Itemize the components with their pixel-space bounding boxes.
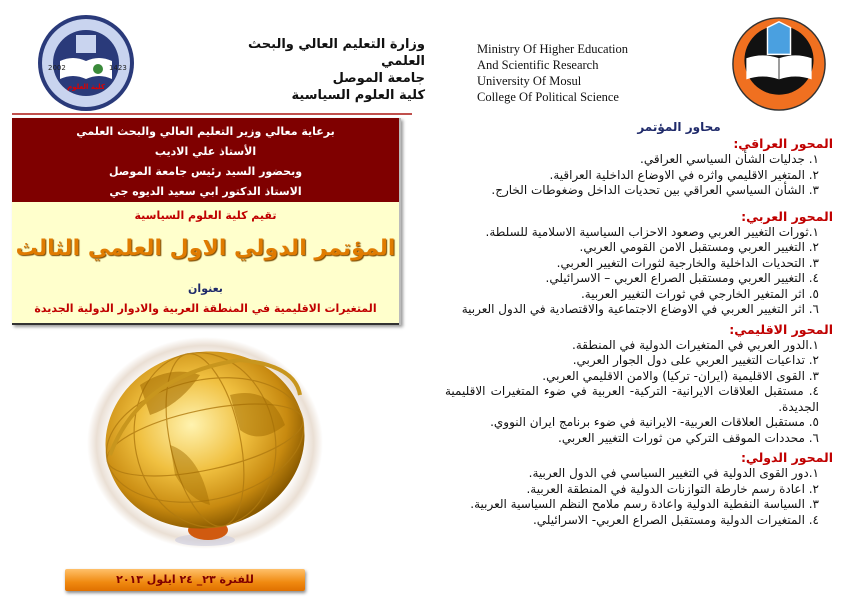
ministry-english-2: And Scientific Research (477, 58, 599, 72)
university-arabic: جامعة الموصل (332, 71, 425, 86)
header-divider (12, 113, 412, 115)
ministry-arabic: وزارة التعليم العالي والبحث العلمي (248, 37, 425, 69)
axis-item: ١. جدليات الشأن السياسي العراقي. (640, 152, 819, 166)
axis-item: ٢. التغيير العربي ومستقبل الامن القومي العربي. (579, 240, 819, 254)
axis-international (445, 450, 833, 528)
axis-regional (445, 322, 833, 447)
axis-item: ٤. المتغيرات الدولية ومستقبل الصراع العربي- الاسرائيلي. (532, 512, 819, 527)
patron-line-4: الاستاذ الدكتور ابي سعيد الديوه جي (109, 185, 302, 198)
patron-line-1: برعاية معالي وزير التعليم العالي والبحث العلمي (76, 125, 335, 138)
axis-item: ٤. مستقبل العلاقات الايرانية- التركية- العربية في ضوء المتغيرات الاقليمية الجديدة. (445, 384, 819, 414)
golden-globe-image (80, 335, 330, 555)
svg-text:2002: 2002 (48, 64, 66, 72)
axis-arab (445, 209, 833, 318)
university-english: University Of Mosul (477, 74, 582, 88)
organizer-text: تقيم كلية العلوم السياسية (134, 209, 277, 222)
axis-iraqi (445, 136, 833, 199)
axis-international-heading: المحور الدولي: (740, 450, 833, 465)
college-logo (36, 13, 136, 113)
university-logo (731, 16, 827, 112)
axis-item: ٢. المتغير الاقليمي واثره في الاوضاع الداخلية العراقية. (549, 167, 819, 182)
arabic-institution-header (230, 36, 425, 104)
axes-title: محاور المؤتمر (637, 120, 721, 134)
axis-item: ٣. السياسة النفطية الدولية واعادة رسم ملامح النظم السياسية العربية. (470, 497, 819, 511)
svg-text:1423: 1423 (109, 64, 127, 72)
axis-item: ١.ثورات التغيير العربي وصعود الاحزاب السياسية الاسلامية للسلطة. (485, 224, 819, 239)
conference-title: المؤتمر الدولي الاول العلمي الثالث (15, 236, 396, 261)
axis-item: ٥. مستقبل العلاقات العربية- الايرانية في ضوء برنامج ايران النووي. (490, 415, 819, 429)
english-institution-header (477, 41, 707, 105)
svg-text:كلية العلوم: كلية العلوم (67, 83, 105, 91)
axis-item: ٥. اثر المتغير الخارجي في ثورات التغيير العربية. (580, 286, 819, 301)
axis-item: ٣. الشأن السياسي العراقي بين تحديات الداخل وضغوطات الخارج. (491, 183, 819, 197)
patron-box (12, 118, 399, 202)
axis-item: ٦. اثر التغيير العربي في الاوضاع الاجتماعية والاقتصادية في الدول العربية (461, 302, 819, 316)
patron-line-2: الأستاذ علي الاديب (154, 145, 257, 158)
conference-axes (445, 120, 833, 532)
axis-item: ٣. القوى الاقليمية (ايران- تركيا) والامن الاقليمي العربي. (542, 368, 819, 383)
axis-item: ٤. التغيير العربي ومستقبل الصراع العربي – الاسرائيلي. (545, 271, 819, 285)
ministry-english-1: Ministry Of Higher Education (477, 42, 629, 56)
axis-item: ١.دور القوى الدولية في التغيير السياسي في الدول العربية. (528, 466, 819, 480)
axis-item: ٦. محددات الموقف التركي من ثورات التغيير العربي. (558, 430, 819, 445)
invitation-panel (12, 118, 401, 325)
axis-item: ٣. التحديات الداخلية والخارجية لثورات التغيير العربي. (556, 255, 819, 270)
axis-regional-heading: المحور الاقليمي: (729, 321, 833, 337)
patron-line-3: وبحضور السيد رئيس جامعة الموصل (108, 165, 303, 178)
conference-subtitle: المتغيرات الاقليمية في المنطقة العربية والادوار الدولية الجديدة (34, 302, 377, 315)
college-english: College Of Political Science (477, 90, 619, 104)
titled-label: بعنوان (188, 282, 223, 295)
axis-item: ٢. تداعيات التغيير العربي على دول الجوار العربي. (572, 353, 819, 367)
college-arabic: كلية العلوم السياسية (291, 88, 425, 103)
conference-date-bar: للفترة ٢٣_ ٢٤ ايلول ٢٠١٣ (65, 569, 305, 591)
axis-item: ٢. اعادة رسم خارطة التوازنات الدولية في المنطقة العربية. (526, 481, 819, 496)
conference-box (12, 202, 399, 325)
axis-iraqi-heading: المحور العراقي: (733, 136, 833, 151)
axis-item: ١.الدور العربي في المتغيرات الدولية في المنطقة. (572, 337, 819, 352)
axis-arab-heading: المحور العربي: (741, 208, 833, 224)
